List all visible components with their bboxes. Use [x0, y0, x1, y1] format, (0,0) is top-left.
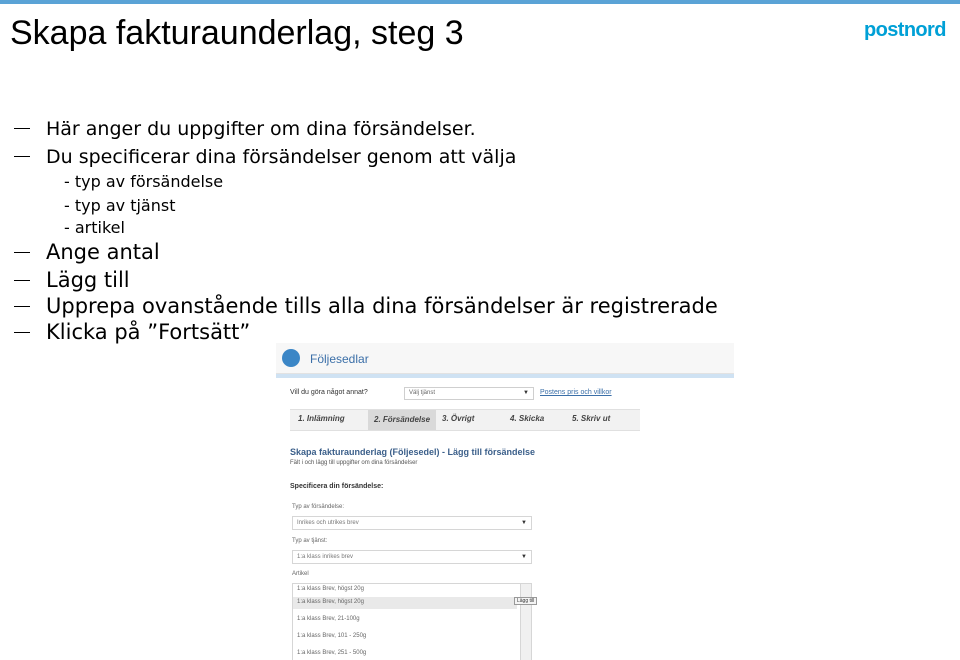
service-label: Typ av tjänst: [292, 538, 328, 544]
scrollbar[interactable] [520, 584, 531, 660]
header-divider [276, 374, 734, 378]
dash-icon [14, 128, 30, 129]
chevron-down-icon: ▼ [521, 520, 527, 526]
question-label: Vill du göra något annat? [290, 389, 368, 396]
bullet-text: Du specificerar dina försändelser genom att välja [46, 146, 517, 168]
step-4[interactable]: 4. Skicka [510, 414, 545, 423]
type-select-value: Inrikes och utrikes brev [297, 520, 359, 526]
dash-icon [14, 332, 30, 333]
embedded-screenshot [276, 343, 734, 660]
article-option[interactable]: 1:a klass Brev, 21-100g [297, 616, 360, 622]
slide-title: Skapa fakturaunderlag, steg 3 [10, 14, 464, 52]
form-subheading: Fält i och lägg till uppgifter om dina försändelser [290, 460, 418, 466]
service-select[interactable] [404, 387, 534, 400]
step-2-active[interactable]: 2. Försändelse [368, 410, 436, 430]
sub-bullet-2: - typ av tjänst [64, 196, 176, 215]
service-select-value: Välj tjänst [409, 390, 436, 396]
dash-icon [14, 252, 30, 253]
bullet-2 [14, 146, 516, 168]
step-3[interactable]: 3. Övrigt [442, 414, 475, 423]
app-logo-icon [282, 349, 300, 367]
bullet-6 [14, 320, 250, 344]
dash-icon [14, 156, 30, 157]
sub-bullet-3: - artikel [64, 218, 125, 237]
article-option[interactable]: 1:a klass Brev, 101 - 250g [297, 633, 367, 639]
step-bar [290, 409, 640, 431]
app-header [276, 343, 734, 374]
type-label: Typ av försändelse: [292, 504, 345, 510]
article-option[interactable]: 1:a klass Brev, högst 20g [297, 599, 364, 605]
dash-icon [14, 306, 30, 307]
specify-label: Specificera din försändelse: [290, 483, 384, 490]
postnord-logo: postnord [864, 19, 946, 41]
add-button[interactable]: Lägg till [514, 597, 537, 605]
bullet-5 [14, 294, 718, 318]
sub-bullet-1: - typ av försändelse [64, 172, 224, 191]
bullet-text: Upprepa ovanstående tills alla dina försändelser är registrerade [46, 294, 718, 318]
step-5[interactable]: 5. Skriv ut [572, 414, 611, 423]
service-type-value: 1:a klass inrikes brev [297, 554, 354, 560]
article-option[interactable]: 1:a klass Brev, högst 20g [297, 586, 364, 592]
app-title: Följesedlar [310, 352, 369, 366]
bullet-text: Klicka på ”Fortsätt” [46, 320, 251, 344]
article-list[interactable] [292, 583, 532, 660]
bullet-text: Ange antal [46, 240, 160, 264]
dash-icon [14, 280, 30, 281]
type-select[interactable] [292, 516, 532, 530]
step-1[interactable]: 1. Inlämning [298, 414, 345, 423]
bullet-4 [14, 268, 130, 292]
terms-link[interactable]: Postens pris och villkor [540, 389, 612, 396]
bullet-1 [14, 118, 476, 140]
top-accent-bar [0, 0, 960, 4]
chevron-down-icon: ▼ [523, 390, 529, 396]
chevron-down-icon: ▼ [521, 554, 527, 560]
service-type-select[interactable] [292, 550, 532, 564]
bullet-text: Här anger du uppgifter om dina försändelser. [46, 118, 476, 140]
bullet-text: Lägg till [46, 268, 130, 292]
form-heading: Skapa fakturaunderlag (Följesedel) - Lägg till försändelse [290, 447, 536, 457]
bullet-3 [14, 240, 160, 264]
article-option[interactable]: 1:a klass Brev, 251 - 500g [297, 650, 367, 656]
article-label: Artikel [292, 571, 309, 577]
